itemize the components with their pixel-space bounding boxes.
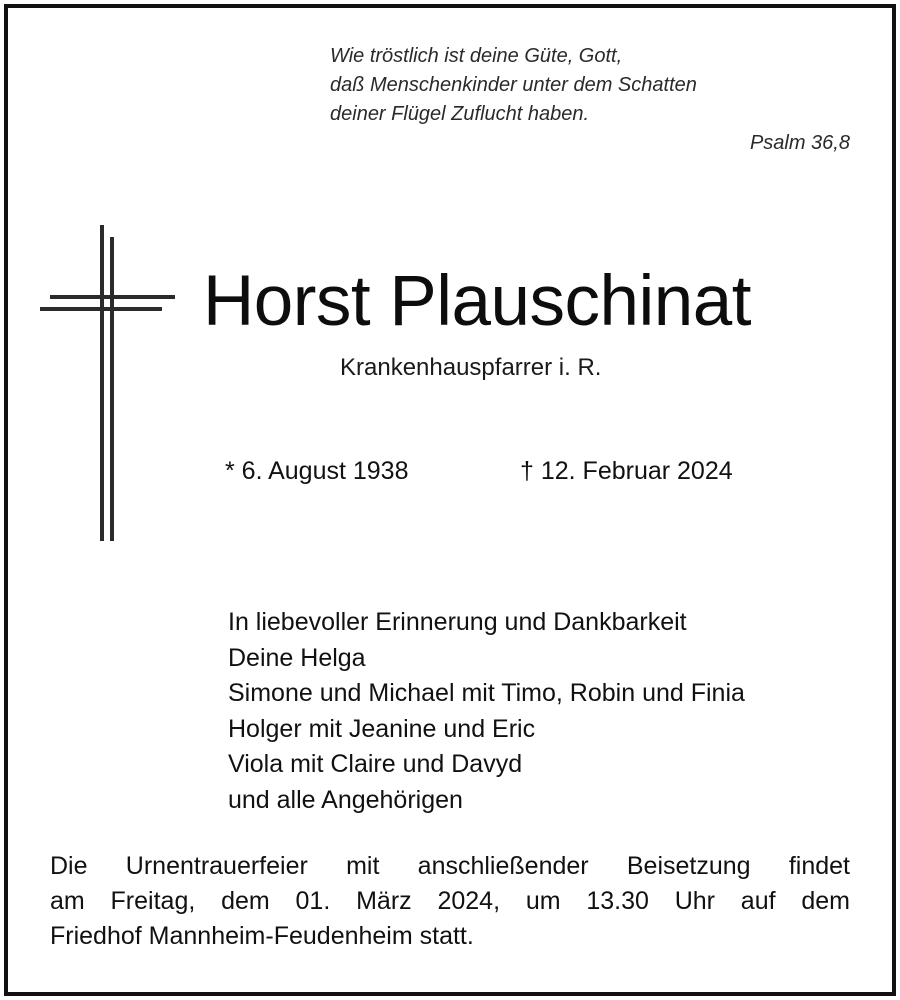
verse-line: deiner Flügel Zuflucht haben. [330,103,590,125]
mourners-line: Simone und Michael mit Timo, Robin und Finia [228,679,745,707]
mourners-line: In liebevoller Erinnerung und Dankbarkeit [228,608,687,636]
notice-line: am Freitag, dem 01. März 2024, um 13.30 Uhr auf dem [50,887,850,915]
birth-date: * 6. August 1938 [225,457,409,485]
mourners-line: Deine Helga [228,643,366,672]
verse-line: daß Menschenkinder unter dem Schatten [330,74,697,96]
bible-verse [330,42,850,158]
notice-line: Die Urnentrauerfeier mit anschließender Beisetzung findet [50,852,850,880]
funeral-notice [50,849,850,954]
death-date: † 12. Februar 2024 [520,457,733,485]
mourners-line: Viola mit Claire und Davyd [228,750,523,778]
deceased-name: Horst Plauschinat [203,262,751,341]
notice-line: Friedhof Mannheim-Feudenheim statt. [50,922,474,950]
mourners-list [228,605,745,818]
latin-cross-icon [40,225,175,545]
mourners-line: und alle Angehörigen [228,785,463,814]
verse-line: Wie tröstlich ist deine Güte, Gott, [330,45,623,67]
mourners-line: Holger mit Jeanine und Eric [228,714,536,743]
deceased-title: Krankenhauspfarrer i. R. [340,354,602,381]
verse-reference: Psalm 36,8 [749,132,850,154]
